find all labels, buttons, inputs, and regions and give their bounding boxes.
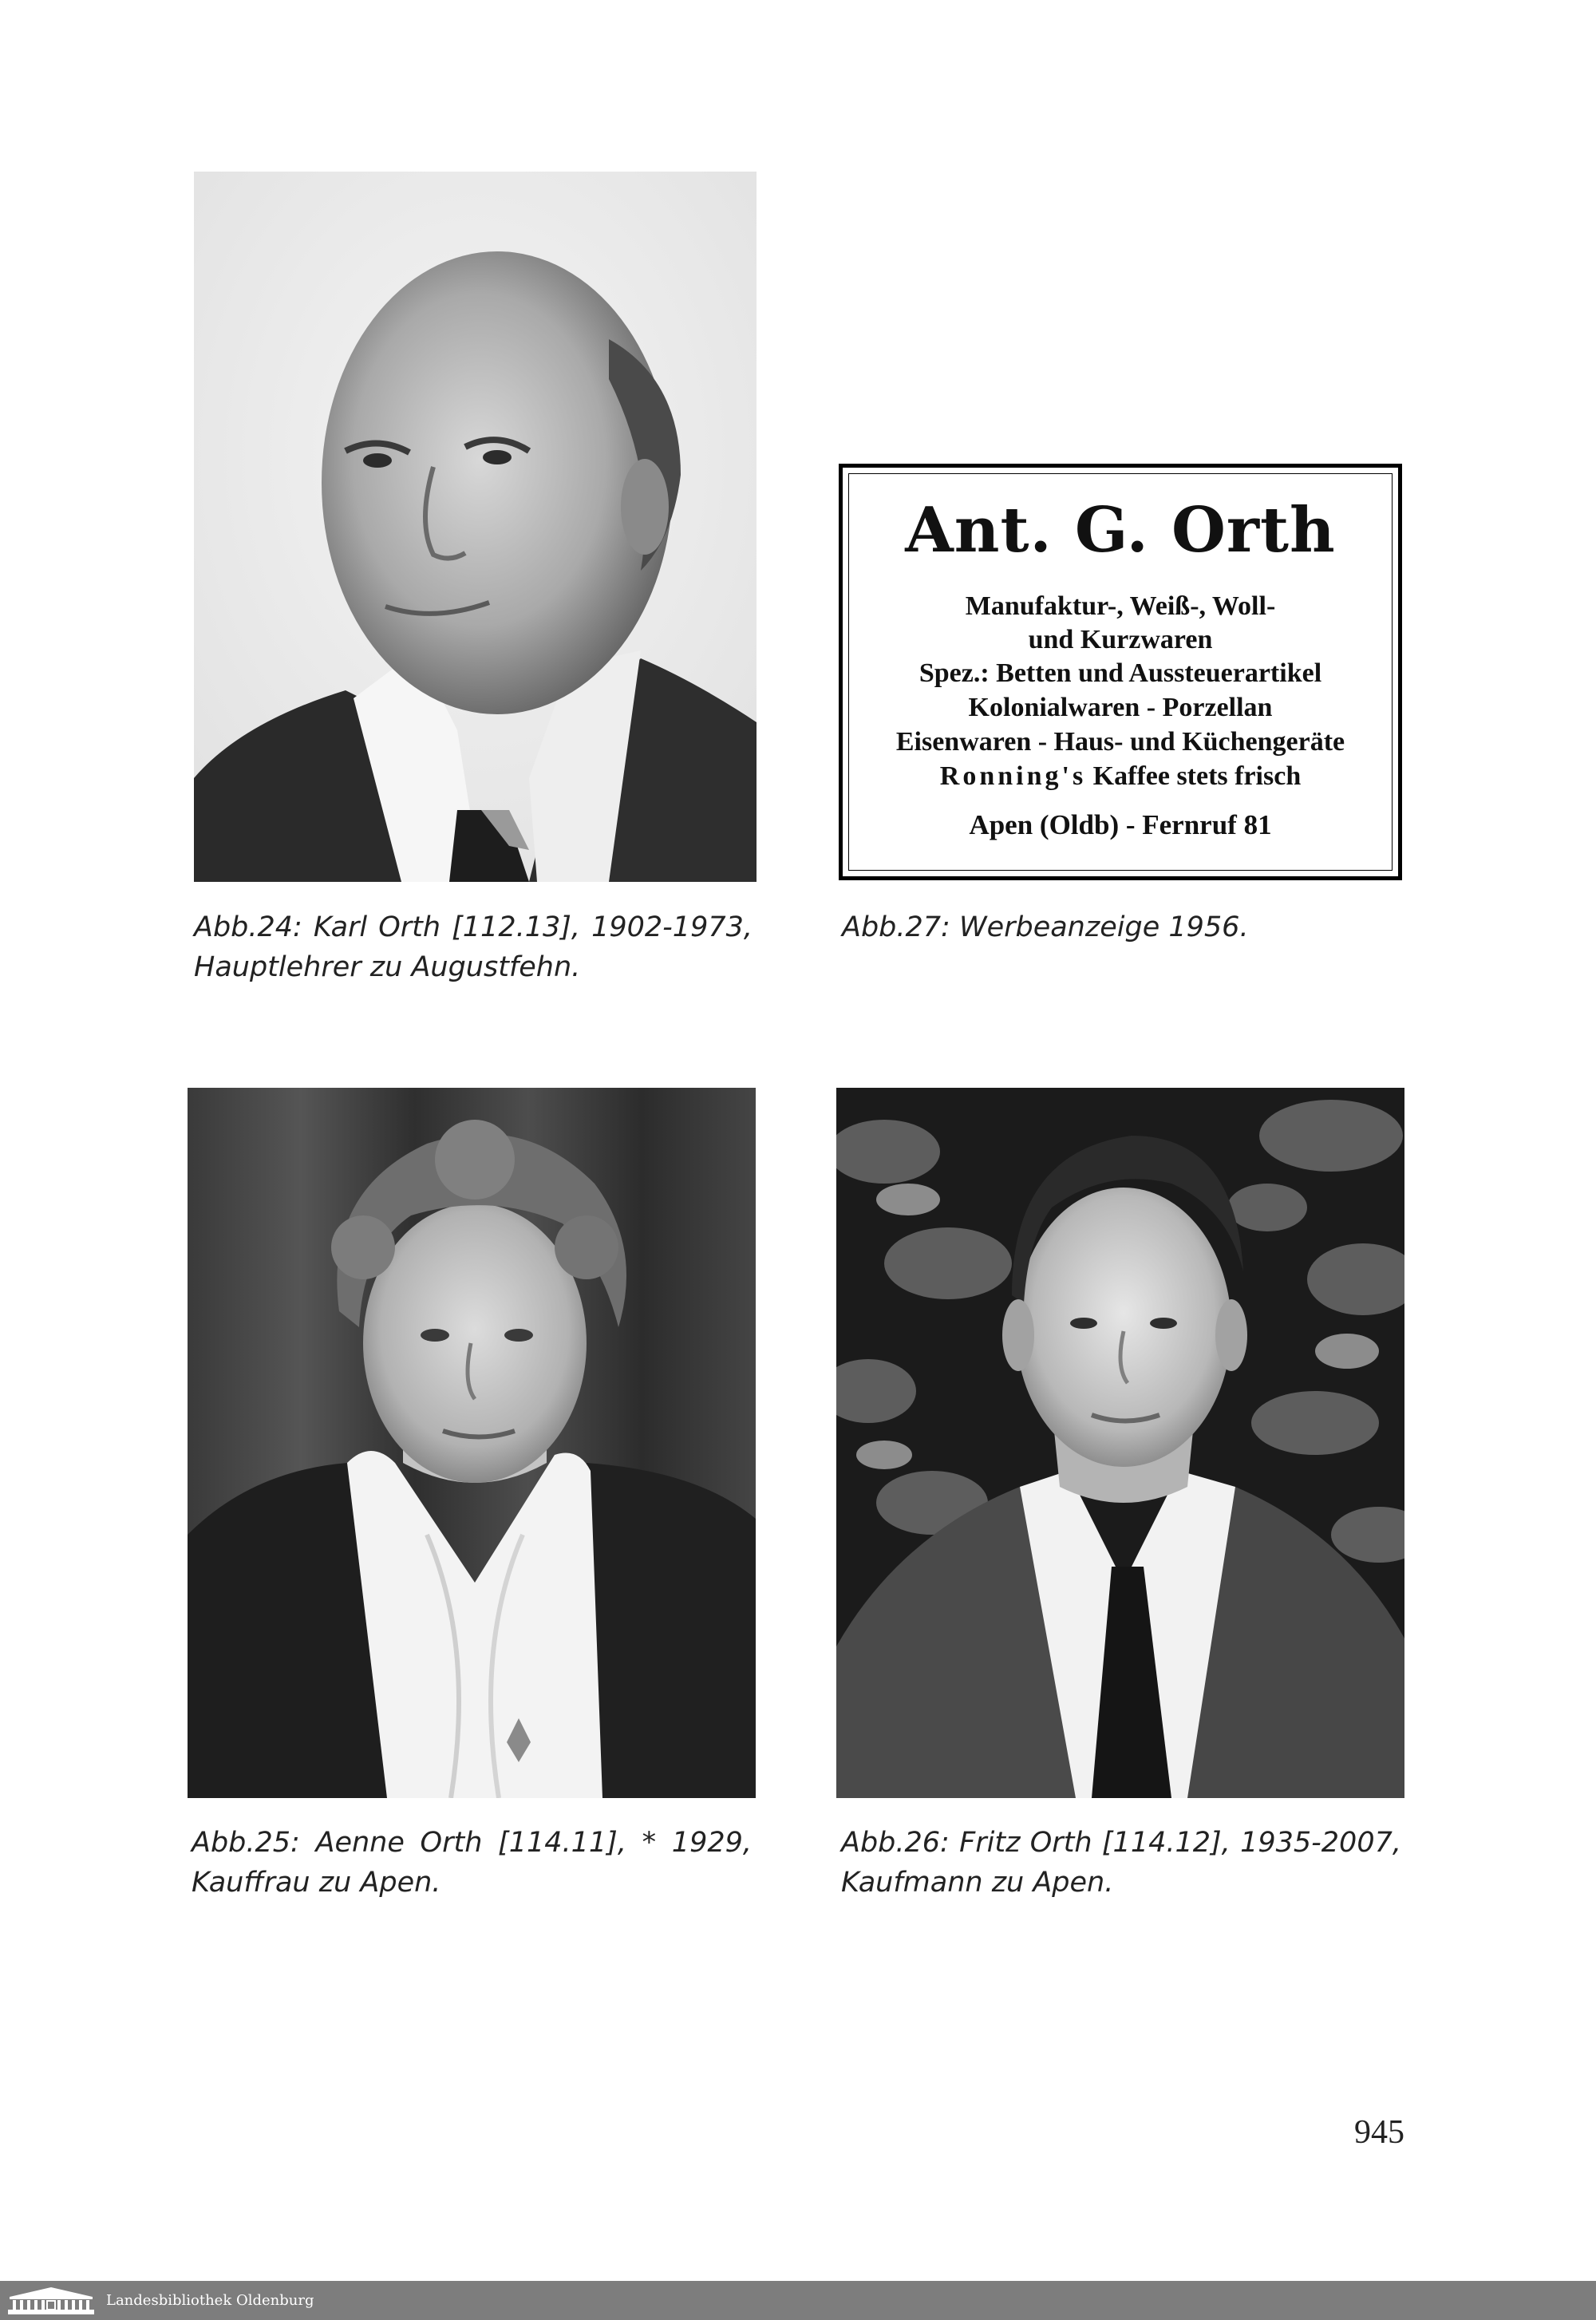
portrait-photo-aenne-orth bbox=[188, 1088, 756, 1798]
portrait-photo-fritz-orth bbox=[836, 1088, 1404, 1798]
portrait-aenne-image bbox=[188, 1088, 756, 1798]
ad-coffee-text: Kaffee stets frisch bbox=[1086, 761, 1302, 791]
caption-line: Kauffrau zu Apen. bbox=[192, 1867, 441, 1899]
caption-abb24 bbox=[194, 907, 753, 987]
caption-abb26 bbox=[841, 1823, 1401, 1903]
library-building-icon bbox=[6, 2286, 96, 2316]
caption-abb25 bbox=[192, 1823, 752, 1903]
caption-line: Kaufmann zu Apen. bbox=[841, 1867, 1114, 1899]
ad-title: Ant. G. Orth bbox=[905, 494, 1336, 567]
portrait-fritz-image bbox=[836, 1088, 1404, 1798]
portrait-karl-image bbox=[194, 172, 757, 882]
caption-line: Hauptlehrer zu Augustfehn. bbox=[194, 951, 581, 983]
ad-line: Kolonialwaren - Porzellan bbox=[968, 693, 1273, 722]
caption-line: Abb.27: Werbeanzeige 1956. bbox=[842, 911, 1249, 943]
ad-line: Eisenwaren - Haus- und Küchengeräte bbox=[895, 727, 1345, 757]
ad-line: Manufaktur-, Weiß-, Woll- bbox=[965, 591, 1276, 621]
page-number: 945 bbox=[1354, 2114, 1404, 2151]
caption-line: Abb.25: Aenne Orth [114.11], * 1929, bbox=[192, 1827, 752, 1859]
ad-line: Spez.: Betten und Aussteuerartikel bbox=[918, 658, 1322, 688]
ad-line-coffee bbox=[843, 763, 1398, 790]
advertisement-box bbox=[839, 464, 1402, 880]
ad-contact: Apen (Oldb) - Fernruf 81 bbox=[969, 809, 1272, 840]
footer-bar bbox=[0, 2281, 1596, 2320]
caption-line: Abb.26: Fritz Orth [114.12], 1935-2007, bbox=[841, 1827, 1401, 1859]
ad-brand-name: Ronning's bbox=[939, 761, 1087, 791]
ad-line: und Kurzwaren bbox=[1028, 625, 1213, 654]
library-name: Landesbibliothek Oldenburg bbox=[106, 2292, 314, 2309]
caption-line: Abb.24: Karl Orth [112.13], 1902-1973, bbox=[194, 911, 753, 943]
portrait-photo-karl-orth bbox=[194, 172, 757, 882]
caption-abb27 bbox=[842, 907, 1400, 947]
